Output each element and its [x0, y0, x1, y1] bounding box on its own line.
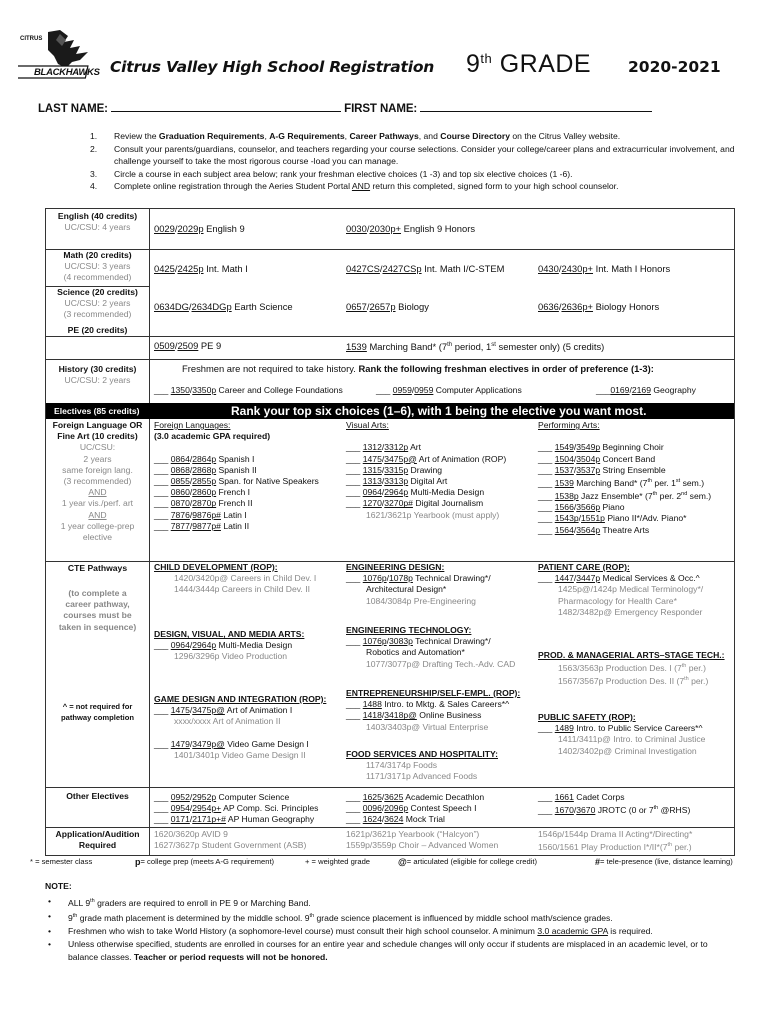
english-9-option[interactable]: 0029/2029p English 9	[154, 223, 245, 234]
note-item: • 9th grade math placement is determined by the middle school. 9th grade science placement is influenced by middle school math/science grades.	[45, 910, 735, 925]
yearbook-note: 1621/3621p Yearbook (must apply)	[366, 509, 500, 520]
instruction-item: 2. Consult your parents/guardians, counselor, and teachers regarding your course selections. Consider your college/career plans and extracurricular involvement, and challenge yourself to take the most rigorous course -load you can manage.	[90, 143, 735, 167]
audition-label: Application/Audition Required	[55, 829, 140, 851]
game-design-group: GAME DESIGN AND INTEGRATION (ROP): ___ 1475/3475p@ Art of Animation I xxxx/xxxx Art of Animation II ___ 1479/3479p@ Video Game Design I 1401/3401p Video Game Design II	[154, 694, 327, 761]
school-year: 2020-2021	[628, 58, 721, 76]
electives-rank-instruction: Rank your top six choices (1–6), with 1 being the elective you want most.	[231, 404, 647, 418]
visual-arts-column: Visual Arts: ___ 1312/3312p Art ___ 1475/3475p@ Art of Animation (ROP) ___ 1315/3315p Drawing ___ 1313/3313p Digital Art ___ 0964/2964p Multi-Media Design ___ 1270/3270p# Digital Journalism 1621/3621p Yearbook (must apply)	[346, 420, 507, 520]
mock-trial-option[interactable]: ___ 1624/3624 Mock Trial	[346, 814, 445, 825]
int-math-honors-option[interactable]: 0430/2430p+ Int. Math I Honors	[538, 263, 671, 274]
tech-drawing-option[interactable]: ___ 1076p/1078p Technical Drawing*/	[346, 573, 491, 584]
performing-arts-column: Performing Arts: ___ 1549/3549p Beginning Choir ___ 1504/3504p Concert Band ___ 1537/3537p String Ensemble ___ 1539 Marching Band* (7th per. 1st sem.) ___ 1538p Jazz Ensemble* (7th per. 2nd sem.) ___ 1566/3566p Piano ___ 1543p/1551p Piano II*/Adv. Piano* ___ 1564/3564p Theatre Arts	[538, 420, 712, 535]
medical-services-option[interactable]: ___ 1447/3447p Medical Services & Occ.^	[538, 573, 700, 584]
note-item: • Unless otherwise specified, students are enrolled in courses for an entire year and schedule changes will only occur if students are misplaced in an academic level, or to balance classes. Teacher or period requests will not be honored.	[45, 938, 735, 964]
foreign-fine-art-label: Foreign Language OR Fine Art (10 credits) UC/CSU: 2 years same foreign lang. (3 recommended) AND 1 year vis./perf. art AND 1 year college-prep elective	[52, 420, 143, 543]
perf-art-option[interactable]: ___ 1538p Jazz Ensemble* (7th per. 2nd sem.)	[538, 490, 712, 501]
int-math-cstem-option[interactable]: 0427CS/2427CSp Int. Math I/C-STEM	[346, 263, 505, 274]
visual-art-option[interactable]: ___ 1315/3315p Drawing	[346, 464, 443, 475]
public-safety-group: PUBLIC SAFETY (ROP): ___ 1489 Intro. to Public Service Careers*^ 1411/3411p@ Intro. to Criminal Justice 1402/3402p@ Criminal Investigation	[538, 712, 706, 756]
math-label: Math (20 credits) UC/CSU: 3 years (4 recommended)	[63, 250, 132, 283]
perf-art-option[interactable]: ___ 1543p/1551p Piano II*/Adv. Piano*	[538, 513, 687, 524]
other-electives-col2	[346, 792, 484, 826]
patient-care-group: PATIENT CARE (ROP): ___ 1447/3447p Medical Services & Occ.^ 1425p@/1424p Medical Terminology*/ Pharmacology for Health Care* 1482/3482p@ Emergency Responder	[538, 562, 704, 617]
entrepreneurship-group: ENTREPRENEURSHIP/SELF-EMPL. (ROP): ___ 1488 Intro. to Mktg. & Sales Careers*^ ___ 1418/3418p@ Online Business 1403/3403p@ Virtual Enterprise	[346, 688, 521, 732]
visual-art-option[interactable]: ___ 1313/3313p Digital Art	[346, 476, 448, 487]
earth-science-option[interactable]: 0634DG/2634DGp Earth Science	[154, 301, 293, 312]
academic-decathlon-option[interactable]: ___ 1625/3625 Academic Decathlon	[346, 792, 485, 802]
latin-2-option[interactable]: ___ 7877/9877p# Latin II	[154, 520, 250, 531]
perf-art-option[interactable]: ___ 1549/3549p Beginning Choir	[538, 442, 664, 453]
foreign-languages-column: Foreign Languages: (3.0 academic GPA required) ___ 0864/2864p Spanish I ___ 0868/2868p Spanish II ___ 0855/2855p Span. for Native Speakers ___ 0860/2860p French I ___ 0870/2870p French II ___ 7876/9876p# Latin I ___ 7877/9877p# Latin II	[154, 420, 319, 531]
logo-small-text: CITRUS	[20, 36, 43, 42]
online-business-option[interactable]: ___ 1418/3418p@ Online Business	[346, 710, 482, 721]
cte-label: CTE Pathways	[67, 563, 128, 573]
child-development-group: CHILD DEVELOPMENT (ROP): 1420/3420p@ Careers in Child Dev. I 1444/3444p Careers in Child Dev. II	[154, 562, 317, 595]
perf-art-option[interactable]: ___ 1539 Marching Band* (7th per. 1st sem.)	[538, 477, 705, 488]
robotics-option[interactable]: ___ 1076p/3083p Technical Drawing*/	[346, 636, 491, 647]
visual-art-option[interactable]: ___ 0964/2964p Multi-Media Design	[346, 487, 485, 498]
pe-label: PE (20 credits)	[67, 325, 128, 335]
food-services-group: FOOD SERVICES AND HOSPITALITY: 1174/3174p Foods 1171/3171p Advanced Foods	[346, 749, 498, 782]
int-math-1-option[interactable]: 0425/2425p Int. Math I	[154, 263, 248, 274]
french-1-option[interactable]: ___ 0860/2860p French I	[154, 487, 251, 498]
geography-option[interactable]: ___0169/2169 Geography	[596, 385, 696, 395]
jrotc-option[interactable]: ___ 1670/3670 JROTC (0 or 7th @RHS)	[538, 805, 691, 816]
logo-caption: BLACKHAWKS	[34, 67, 100, 78]
cadet-corps-option[interactable]: ___ 1661 Cadet Corps	[538, 792, 625, 802]
electives-bar	[46, 403, 734, 419]
perf-art-option[interactable]: ___ 1564/3564p Theatre Arts	[538, 524, 650, 535]
history-note: Freshmen are not required to take history. Rank the following freshman electives in order of preference (1-3):	[182, 363, 654, 374]
ap-human-geo-option[interactable]: ___ 0171/2171p+# AP Human Geography	[154, 814, 315, 825]
english-9-honors-option[interactable]: 0030/2030p+ English 9 Honors	[346, 223, 476, 234]
engineering-tech-group: ENGINEERING TECHNOLOGY: ___ 1076p/3083p Technical Drawing*/ Robotics and Automation* 1077/3077p@ Drafting Tech.-Adv. CAD	[346, 625, 516, 669]
instruction-item: 3. Circle a course in each subject area below; rank your freshman elective choices (1 -3) and top six elective choices (1 -6).	[90, 168, 573, 179]
course-table	[45, 208, 735, 856]
video-game-design-option[interactable]: ___ 1479/3479p@ Video Game Design I	[154, 738, 309, 749]
note-item: • ALL 9th graders are required to enroll in PE 9 or Marching Band.	[45, 895, 735, 910]
legend-college-prep: p = college prep (meets A-G requirement)	[135, 857, 275, 867]
grade-title: 9th GRADE	[466, 50, 592, 78]
biology-honors-option[interactable]: 0636/2636p+ Biology Honors	[538, 301, 660, 312]
notes-title: NOTE:	[45, 881, 72, 891]
legend-articulated: @ = articulated (eligible for college credit)	[398, 857, 537, 867]
other-electives-label: Other Electives	[66, 791, 129, 801]
multimedia-design-option[interactable]: ___ 0964/2964p Multi-Media Design	[154, 640, 293, 651]
history-label: History (30 credits) UC/CSU: 2 years	[58, 364, 137, 386]
other-electives-col3	[538, 792, 690, 816]
french-2-option[interactable]: ___ 0870/2870p French II	[154, 498, 253, 509]
spanish-native-option[interactable]: ___ 0855/2855p Span. for Native Speakers	[154, 476, 319, 487]
electives-label: Electives (85 credits)	[54, 406, 140, 416]
pe-9-option[interactable]: 0509/2509 PE 9	[154, 340, 222, 351]
legend-weighted: + = weighted grade	[305, 857, 371, 866]
marching-band-option[interactable]: 1539 Marching Band* (7th period, 1st semester only) (5 credits)	[346, 341, 605, 353]
career-college-option[interactable]: ___ 1350/3350p Career and College Foundations	[154, 385, 343, 395]
first-name-label: FIRST NAME:	[344, 103, 418, 115]
marketing-option[interactable]: ___ 1488 Intro. to Mktg. & Sales Careers*^	[346, 699, 510, 710]
perf-art-option[interactable]: ___ 1566/3566p Piano	[538, 502, 625, 513]
science-label: Science (20 credits) UC/CSU: 2 years (3 recommended)	[57, 287, 138, 320]
cte-sub: (to complete a career pathway, courses must be taken in sequence)	[58, 588, 137, 632]
legend-telepresence: # = tele-presence (live, distance learning)	[595, 857, 733, 867]
instruction-item: 1. Review the Graduation Requirements, A-G Requirements, Career Pathways, and Course Directory on the Citrus Valley website.	[90, 131, 621, 141]
computer-science-option[interactable]: ___ 0952/2952p Computer Science	[154, 792, 290, 802]
contest-speech-option[interactable]: ___ 0096/2096p Contest Speech I	[346, 803, 477, 814]
visual-art-option[interactable]: ___ 1312/3312p Art	[346, 442, 422, 453]
audition-col1: 1620/3620p AVID 9 1627/3627p Student Government (ASB)	[154, 829, 307, 851]
visual-art-option[interactable]: ___ 1270/3270p# Digital Journalism	[346, 498, 484, 509]
design-media-group: DESIGN, VISUAL, AND MEDIA ARTS: ___ 0964/2964p Multi-Media Design 1296/3296p Video Production	[154, 629, 305, 662]
spanish-1-option[interactable]: ___ 0864/2864p Spanish I	[154, 453, 255, 464]
audition-col2: 1621p/3621p Yearbook (“Halcyon”) 1559p/3559p Choir – Advanced Women	[346, 829, 499, 851]
audition-col3: 1546p/1544p Drama II Acting*/Directing* 1560/1561 Play Production I*/II*(7th per.)	[538, 829, 693, 853]
first-name-input[interactable]	[420, 101, 652, 112]
perf-art-option[interactable]: ___ 1504/3504p Concert Band	[538, 453, 656, 464]
school-logo	[18, 28, 110, 84]
other-electives-col1	[154, 792, 318, 826]
computer-applications-option[interactable]: ___ 0959/0959 Computer Applications	[376, 385, 522, 395]
engineering-design-group: ENGINEERING DESIGN: ___ 1076p/1078p Technical Drawing*/ Architectural Design* 1084/3084p Pre-Engineering	[346, 562, 491, 606]
page-title: Citrus Valley High School Registration	[110, 58, 435, 76]
last-name-input[interactable]	[111, 101, 341, 112]
legend-semester: * = semester class	[30, 857, 93, 866]
art-animation-option[interactable]: ___ 1475/3475p@ Art of Animation I	[154, 705, 293, 716]
note-item: • Freshmen who wish to take World History (a sophomore-level course) must consult their high school counselor. A minimum 3.0 academic GPA is required.	[45, 925, 735, 938]
stage-tech-group: PROD. & MANAGERIAL ARTS–STAGE TECH.: 1563/3563p Production Des. I (7th per.) 1567/3567p Production Des. II (7th per.)	[538, 650, 725, 687]
ap-csp-option[interactable]: ___ 0954/2954p+ AP Comp. Sci. Principles	[154, 803, 319, 814]
spanish-2-option[interactable]: ___ 0868/2868p Spanish II	[154, 464, 257, 475]
name-fields	[38, 101, 652, 115]
last-name-label: LAST NAME:	[38, 103, 108, 115]
visual-art-option[interactable]: ___ 1475/3475p@ Art of Animation (ROP)	[346, 453, 507, 464]
instruction-item: 4. Complete online registration through the Aeries Student Portal AND return this completed, signed form to your high school counselor.	[90, 181, 619, 192]
cte-note: ^ = not required for pathway completion	[61, 702, 134, 723]
instructions-list	[90, 130, 740, 193]
latin-1-option[interactable]: ___ 7876/9876p# Latin I	[154, 509, 247, 520]
biology-option[interactable]: 0657/2657p Biology	[346, 301, 429, 312]
perf-art-option[interactable]: ___ 1537/3537p String Ensemble	[538, 464, 666, 475]
english-label: English (40 credits) UC/CSU: 4 years	[57, 211, 138, 233]
public-service-option[interactable]: ___ 1489 Intro. to Public Service Careers*^	[538, 723, 703, 734]
notes-section	[45, 880, 735, 964]
